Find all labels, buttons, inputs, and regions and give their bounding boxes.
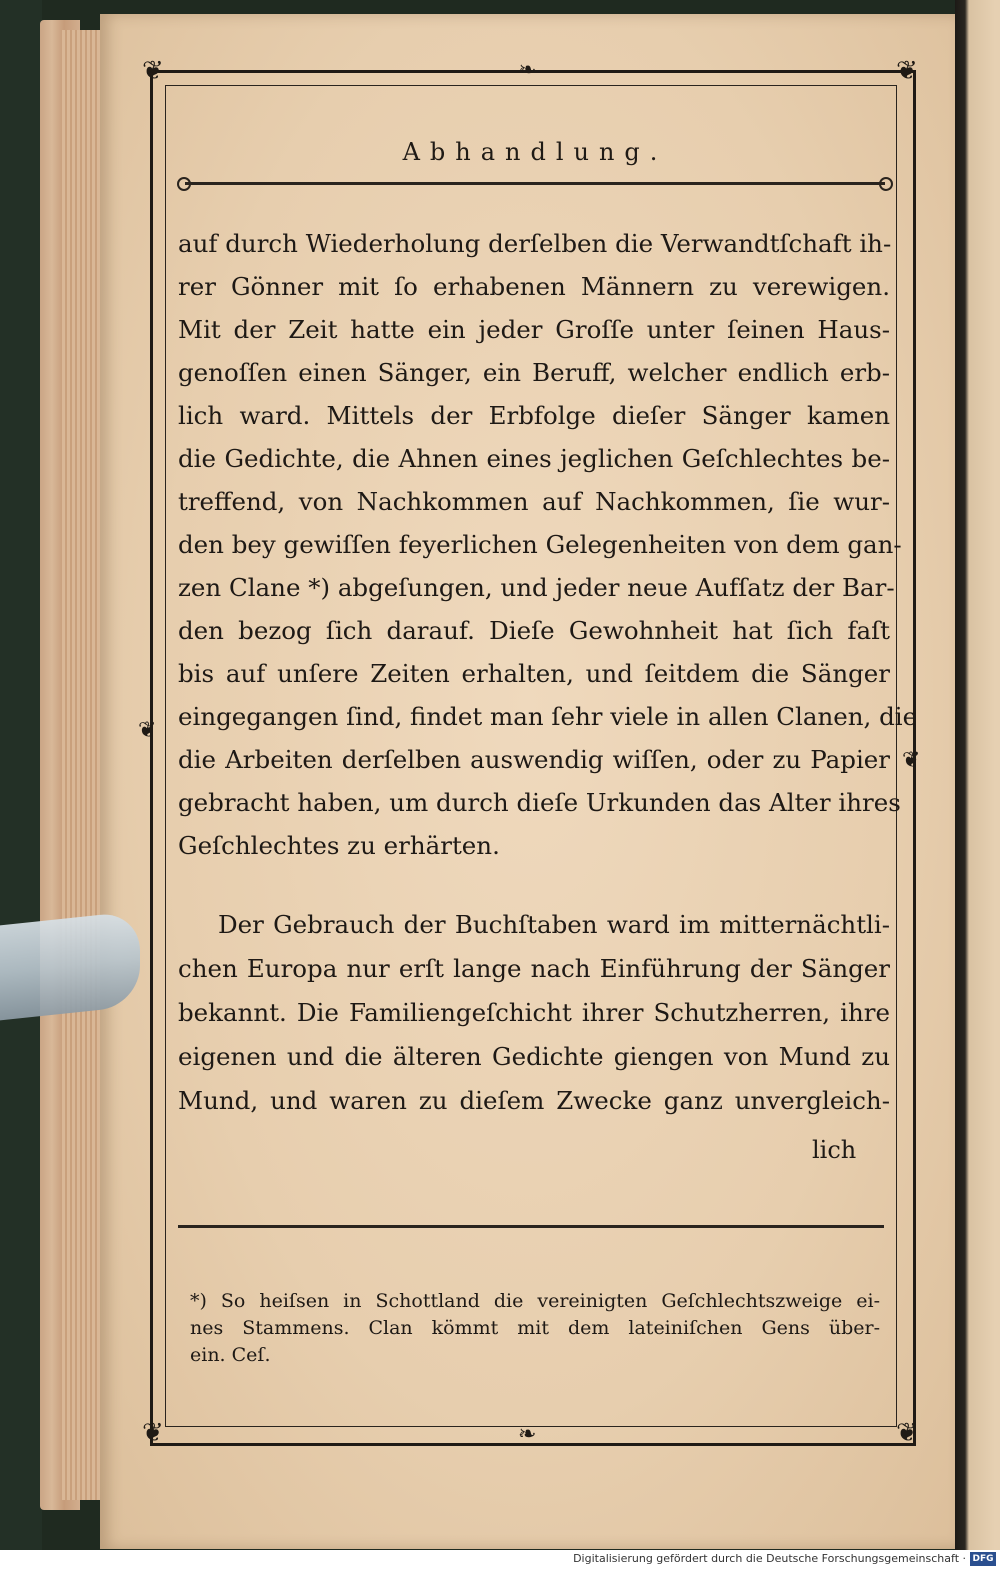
corner-ornament-icon: ❦ xyxy=(142,1418,164,1448)
footnote-line: *) So heiſsen in Schottland die vereinigten Geſchlechtszweige ei- xyxy=(190,1290,880,1312)
scan-background-left xyxy=(0,0,42,1570)
side-ornament-icon: ❦ xyxy=(902,748,921,773)
text-line: den bezog ſich darauf. Dieſe Gewohnheit hat ſich faſt xyxy=(178,616,890,645)
paragraph-1 xyxy=(178,222,918,867)
text-line: lich ward. Mittels der Erbfolge dieſer Sänger kamen xyxy=(178,401,890,430)
text-line: Der Gebrauch der Buchſtaben ward im mitternächtli- xyxy=(218,910,890,939)
footnote-rule xyxy=(178,1225,884,1228)
text-line: treffend, von Nachkommen auf Nachkommen, ſie wur- xyxy=(178,487,890,516)
text-line: Geſchlechtes zu erhärten. xyxy=(178,831,500,860)
footnote-line: nes Stammens. Clan kömmt mit dem lateiniſchen Gens über- xyxy=(190,1317,880,1339)
running-header: Abhandlung. xyxy=(402,138,668,166)
paragraph-2 xyxy=(178,903,890,1123)
side-ornament-icon: ❦ xyxy=(138,718,157,743)
top-ornament-icon: ❧ xyxy=(518,58,537,83)
text-line: chen Europa nur erſt lange nach Einführung der Sänger xyxy=(178,954,890,983)
text-line: genoſſen einen Sänger, ein Beruff, welcher endlich erb- xyxy=(178,358,890,387)
corner-ornament-icon: ❦ xyxy=(896,56,918,86)
bottom-ornament-icon: ❧ xyxy=(518,1422,537,1447)
text-line: bis auf unſere Zeiten erhalten, und ſeitdem die Sänger xyxy=(178,659,890,688)
text-line: auf durch Wiederholung derſelben die Verwandtſchaft ih- xyxy=(178,229,892,258)
catchword: lich xyxy=(812,1136,857,1164)
facing-page-edge xyxy=(955,0,1000,1550)
text-line: die Gedichte, die Ahnen eines jeglichen Geſchlechtes be- xyxy=(178,444,890,473)
text-line: den bey gewiſſen feyerlichen Gelegenheiten von dem gan- xyxy=(178,530,902,559)
corner-ornament-icon: ❦ xyxy=(896,1418,918,1448)
corner-ornament-icon: ❦ xyxy=(142,56,164,86)
text-line: gebracht haben, um durch dieſe Urkunden das Alter ihres xyxy=(178,788,901,817)
header-rule xyxy=(185,182,885,185)
text-line: Mund, und waren zu dieſem Zwecke ganz unvergleich- xyxy=(178,1086,890,1115)
text-line: rer Gönner mit ſo erhabenen Männern zu verewigen. xyxy=(178,272,890,301)
text-line: die Arbeiten derſelben auswendig wiſſen, oder zu Papier xyxy=(178,745,890,774)
text-line: zen Clane *) abgeſungen, und jeder neue Aufſatz der Bar- xyxy=(178,573,895,602)
footer-credit: Digitalisierung gefördert durch die Deutsche Forschungsgemeinschaft · xyxy=(573,1552,966,1565)
text-line: Mit der Zeit hatte ein jeder Groſſe unter ſeinen Haus- xyxy=(178,315,890,344)
footnote-line: ein. Ceſ. xyxy=(190,1344,271,1366)
text-line: bekannt. Die Familiengeſchicht ihrer Schutzherren, ihre xyxy=(178,998,890,1027)
footnote xyxy=(190,1288,880,1369)
dfg-logo: DFG xyxy=(970,1552,996,1566)
text-line: eingegangen ſind, findet man ſehr viele in allen Clanen, die xyxy=(178,702,918,731)
text-line: eigenen und die älteren Gedichte giengen von Mund zu xyxy=(178,1042,890,1071)
